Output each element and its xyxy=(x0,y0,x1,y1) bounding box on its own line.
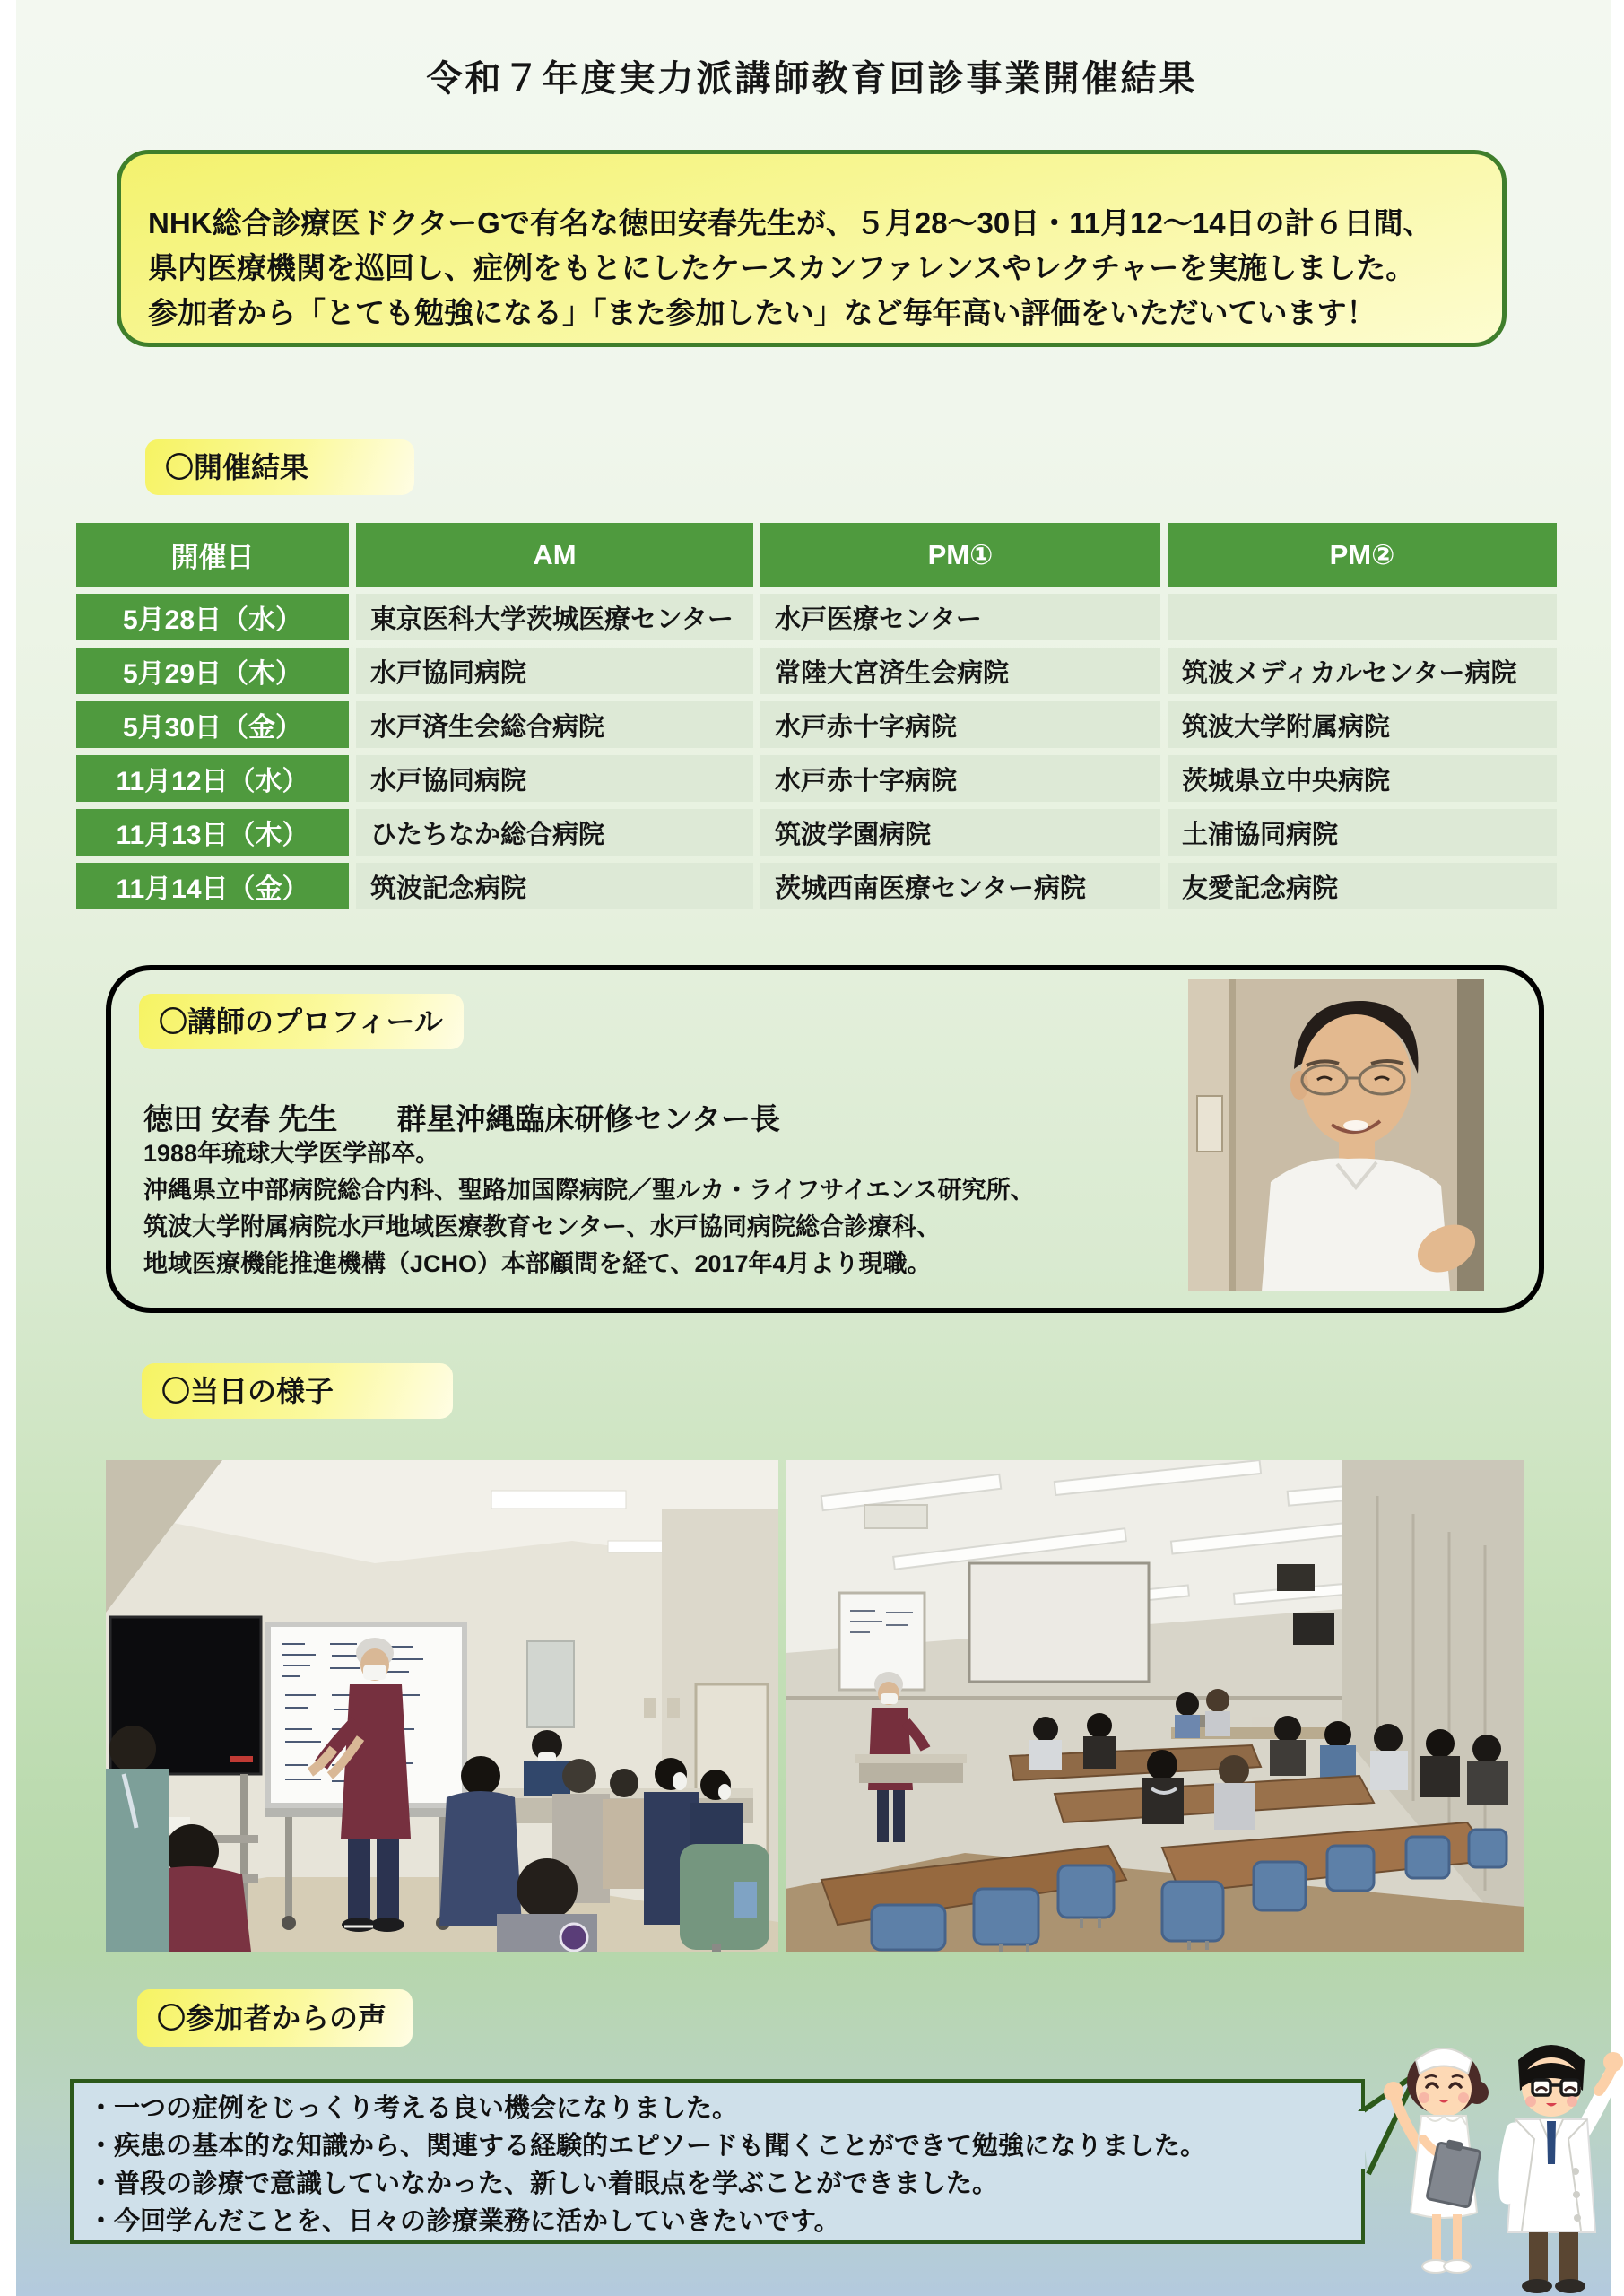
bio-line: 沖縄県立中部病院総合内科、聖路加国際病院／聖ルカ・ライフサイエンス研究所、 xyxy=(143,1177,1035,1204)
schedule-date-cell: 5月28日（水） xyxy=(76,594,349,640)
intro-box xyxy=(117,150,1507,347)
schedule-date-cell: 11月14日（金） xyxy=(76,863,349,909)
bio-line: 筑波大学附属病院水戸地域医療教育センター、水戸協同病院総合診療科、 xyxy=(143,1213,941,1240)
schedule-date-cell: 11月13日（木） xyxy=(76,809,349,856)
schedule-pm1-cell: 茨城西南医療センター病院 xyxy=(760,863,1160,909)
schedule-header-pm1: PM① xyxy=(760,523,1160,587)
schedule-pm2-cell: 友愛記念病院 xyxy=(1168,863,1557,909)
intro-line: NHK総合診療医ドクターGで有名な徳田安春先生が、５月28～30日・11月12～14日の計６日間、 xyxy=(148,206,1433,239)
schedule-pm2-cell xyxy=(1168,594,1557,640)
schedule-pm1-cell: 水戸赤十字病院 xyxy=(760,701,1160,748)
schedule-header-pm2: PM② xyxy=(1168,523,1557,587)
lecturer-bio xyxy=(143,1135,1035,1283)
schedule-am-cell: ひたちなか総合病院 xyxy=(356,809,753,856)
schedule-date-cell: 5月29日（木） xyxy=(76,648,349,694)
classroom-photo-2 xyxy=(786,1460,1524,1952)
photos-section-heading: 〇当日の様子 xyxy=(142,1363,453,1419)
bio-line: 1988年琉球大学医学部卒。 xyxy=(143,1140,440,1167)
schedule-pm1-cell: 常陸大宮済生会病院 xyxy=(760,648,1160,694)
page-title: 令和７年度実力派講師教育回診事業開催結果 xyxy=(426,59,1198,99)
page-right-margin xyxy=(1611,0,1624,2296)
schedule-date-cell: 5月30日（金） xyxy=(76,701,349,748)
lecturer-photo xyxy=(1188,979,1484,1292)
voices-section-heading: 〇参加者からの声 xyxy=(137,1989,413,2047)
schedule-am-cell: 水戸協同病院 xyxy=(356,648,753,694)
voice-item: ・疾患の基本的な知識から、関連する経験的エピソードも聞くことができて勉強になりました。 xyxy=(88,2132,1207,2161)
schedule-pm2-cell: 茨城県立中央病院 xyxy=(1168,755,1557,802)
schedule-header-date: 開催日 xyxy=(76,523,349,587)
page-left-margin xyxy=(0,0,16,2296)
intro-line: 県内医療機関を巡回し、症例をもとにしたケースカンファレンスやレクチャーを実施しました。 xyxy=(148,251,1416,284)
schedule-am-cell: 東京医科大学茨城医療センター xyxy=(356,594,753,640)
nurse-doctor-illustration xyxy=(1368,2005,1624,2296)
intro-line: 参加者から「とても勉強になる」「また参加したい」など毎年高い評価をいただいています！ xyxy=(148,296,1376,329)
classroom-photo-1 xyxy=(106,1460,778,1952)
schedule-pm1-cell: 水戸医療センター xyxy=(760,594,1160,640)
schedule-am-cell: 筑波記念病院 xyxy=(356,863,753,909)
schedule-pm2-cell: 土浦協同病院 xyxy=(1168,809,1557,856)
schedule-am-cell: 水戸協同病院 xyxy=(356,755,753,802)
schedule-date-cell: 11月12日（水） xyxy=(76,755,349,802)
voice-item: ・今回学んだことを、日々の診療業務に活かしていきたいです。 xyxy=(88,2207,840,2236)
results-section-heading: 〇開催結果 xyxy=(145,439,414,495)
schedule-table xyxy=(76,523,1557,909)
voices-box xyxy=(70,2079,1365,2244)
profile-section-heading: 〇講師のプロフィール xyxy=(139,994,464,1049)
schedule-pm1-cell: 水戸赤十字病院 xyxy=(760,755,1160,802)
schedule-pm2-cell: 筑波メディカルセンター病院 xyxy=(1168,648,1557,694)
voice-item: ・普段の診療で意識していなかった、新しい着眼点を学ぶことができました。 xyxy=(88,2170,999,2198)
bio-line: 地域医療機能推進機構（JCHO）本部顧問を経て、2017年4月より現職。 xyxy=(143,1250,932,1277)
schedule-pm2-cell: 筑波大学附属病院 xyxy=(1168,701,1557,748)
schedule-pm1-cell: 筑波学園病院 xyxy=(760,809,1160,856)
voice-item: ・一つの症例をじっくり考える良い機会になりました。 xyxy=(88,2094,739,2123)
lecturer-name: 徳田 安春 先生 群星沖縄臨床研修センター長 xyxy=(143,1102,781,1135)
schedule-am-cell: 水戸済生会総合病院 xyxy=(356,701,753,748)
schedule-header-am: AM xyxy=(356,523,753,587)
